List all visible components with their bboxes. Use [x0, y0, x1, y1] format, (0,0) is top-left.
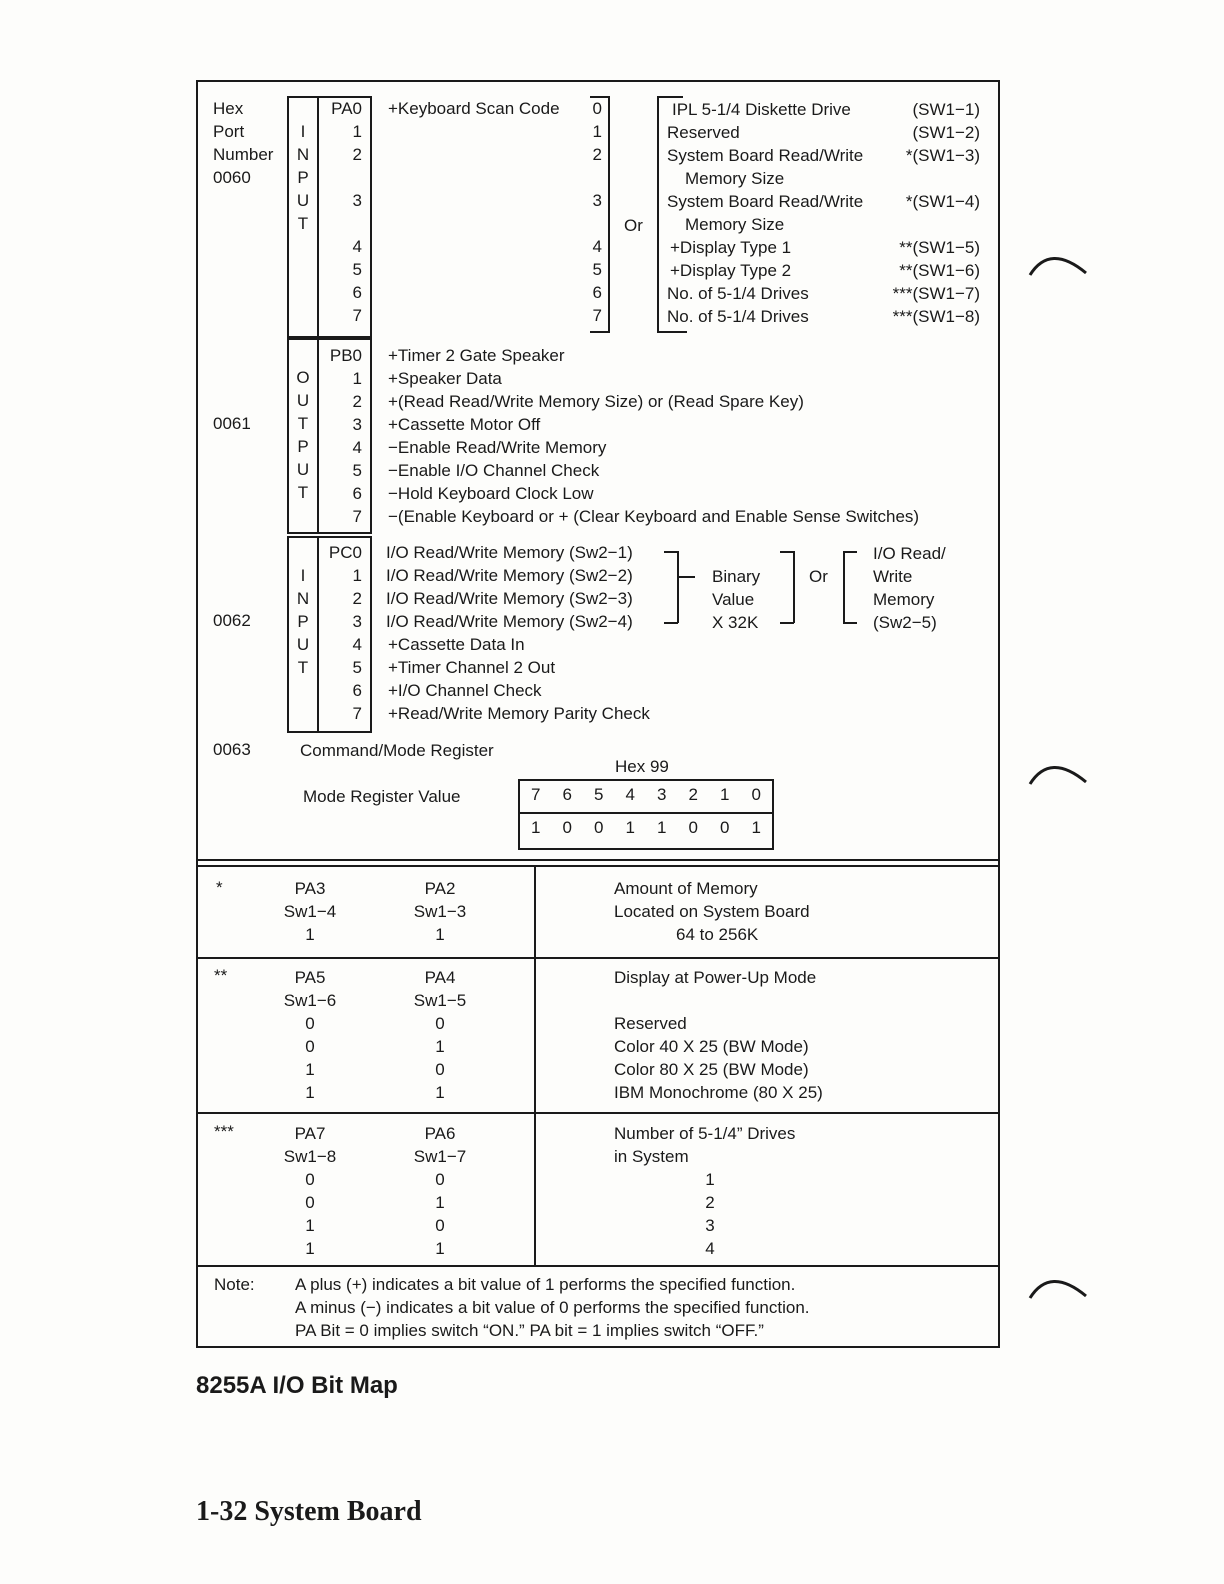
pc-or-label: Or	[809, 567, 828, 586]
bit-position-row: 7 6 5 4 3 2 1 0	[531, 785, 761, 804]
hex-port-label: Hex Port Number	[213, 99, 274, 164]
mode-register-label: Mode Register Value	[303, 787, 461, 806]
binder-hole-top-icon	[1028, 245, 1090, 279]
page-footer: 1-32 System Board	[196, 1496, 422, 1527]
keyboard-or-label: Or	[624, 216, 643, 235]
port-0062: 0062	[213, 611, 251, 630]
keyboard-scan-code-label: +Keyboard Scan Code	[388, 99, 560, 118]
binder-hole-bottom-icon	[1028, 1268, 1090, 1302]
port-0061: 0061	[213, 414, 251, 433]
command-register-label: Command/Mode Register	[300, 741, 494, 760]
binary-value-label: Binary Value X 32K	[712, 567, 761, 632]
binder-hole-middle-icon	[1028, 754, 1090, 788]
hex-value-label: Hex 99	[615, 757, 669, 776]
io-memory-label: I/O Read/ Write Memory (Sw2−5)	[873, 544, 946, 632]
port-0060: 0060	[213, 168, 251, 187]
bit-value-row: 1 0 0 1 1 0 0 1	[531, 818, 761, 837]
port-0063: 0063	[213, 740, 251, 759]
figure-caption: 8255A I/O Bit Map	[196, 1372, 398, 1399]
